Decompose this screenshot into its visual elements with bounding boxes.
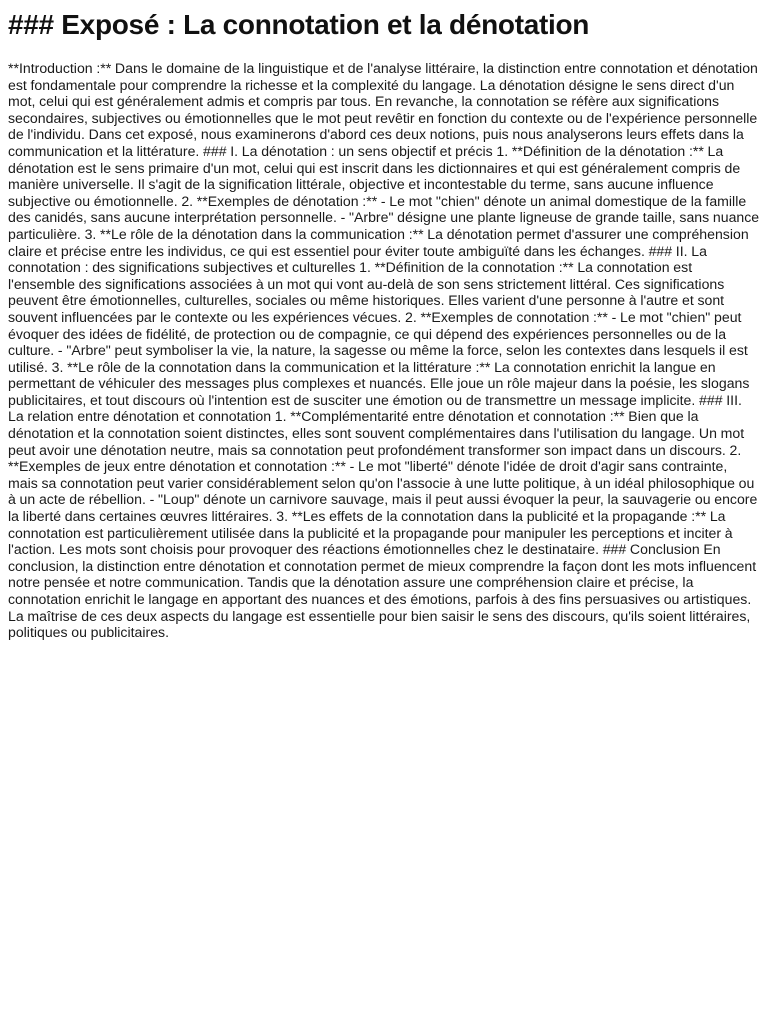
document-body: **Introduction :** Dans le domaine de la linguistique et de l'analyse littéraire, la distinction entre connotation et dénotation est fondamentale pour comprendre la richesse et la complexité du langage. La dénotation désigne le sens direct d'un mot, celui qui est généralement admis et compris par tous. En revanche, la connotation se réfère aux significations secondaires, subjectives ou émotionnelles que le mot peut revêtir en fonction du contexte ou de l'expérience personnelle de l'individu. Dans cet exposé, nous examinerons d'abord ces deux notions, puis nous analyserons leurs effets dans la communication et la littérature. ### I. La dénotation : un sens objectif et précis 1. **Définition de la dénotation :** La dénotation est le sens primaire d'un mot, celui qui est inscrit dans les dictionnaires et qui est généralement compris de manière universelle. Il s'agit de la signification littérale, objective et incontestable du terme, sans aucune influence subjective ou émotionnelle. 2. **Exemples de dénotation :** - Le mot "chien" dénote un animal domestique de la famille des canidés, sans aucune interprétation personnelle. - "Arbre" désigne une plante ligneuse de grande taille, sans nuance particulière. 3. **Le rôle de la dénotation dans la communication :** La dénotation permet d'assurer une compréhension claire et précise entre les individus, ce qui est essentiel pour éviter toute ambiguïté dans les échanges. ### II. La connotation : des significations subjectives et culturelles 1. **Définition de la connotation :** La connotation est l'ensemble des significations associées à un mot qui vont au-delà de son sens strictement littéral. Ces significations peuvent être émotionnelles, culturelles, sociales ou même historiques. Elles varient d'une personne à l'autre et sont souvent influencées par le contexte ou les expériences vécues. 2. **Exemples de connotation :** - Le mot "chien" peut évoquer des idées de fidélité, de protection ou de compagnie, ce qui dépend des expériences personnelles ou de la culture. - "Arbre" peut symboliser la vie, la nature, la sagesse ou même la force, selon les contextes dans lesquels il est utilisé. 3. **Le rôle de la connotation dans la communication et la littérature :** La connotation enrichit la langue en permettant de véhiculer des messages plus complexes et nuancés. Elle joue un rôle majeur dans la poésie, les slogans publicitaires, et tout discours où l'intention est de susciter une émotion ou de transmettre un message implicite. ### III. La relation entre dénotation et connotation 1. **Complémentarité entre dénotation et connotation :** Bien que la dénotation et la connotation soient distinctes, elles sont souvent complémentaires dans l'utilisation du langage. Un mot peut avoir une dénotation neutre, mais sa connotation peut profondément transformer son impact dans un discours. 2. **Exemples de jeux entre dénotation et connotation :** - Le mot "liberté" dénote l'idée de droit d'agir sans contrainte, mais sa connotation peut varier considérablement selon qu'on l'associe à une lutte politique, à un idéal philosophique ou à un acte de rébellion. - "Loup" dénote un carnivore sauvage, mais il peut aussi évoquer la peur, la sauvagerie ou encore la liberté dans certaines œuvres littéraires. 3. **Les effets de la connotation dans la publicité et la propagande :** La connotation est particulièrement utilisée dans la publicité et la propagande pour manipuler les perceptions et inciter à l'action. Les mots sont choisis pour provoquer des réactions émotionnelles chez le destinataire. ### Conclusion En conclusion, la distinction entre dénotation et connotation permet de mieux comprendre la façon dont les mots influencent notre pensée et notre communication. Tandis que la dénotation assure une compréhension claire et précise, la connotation enrichit le langage en apportant des nuances et des émotions, parfois à des fins persuasives ou artistiques. La maîtrise de ces deux aspects du langage est essentielle pour bien saisir le sens des discours, qu'ils soient littéraires, politiques ou publicitaires.	[8, 60, 760, 641]
document-title: ### Exposé : La connotation et la dénotation	[8, 9, 590, 40]
